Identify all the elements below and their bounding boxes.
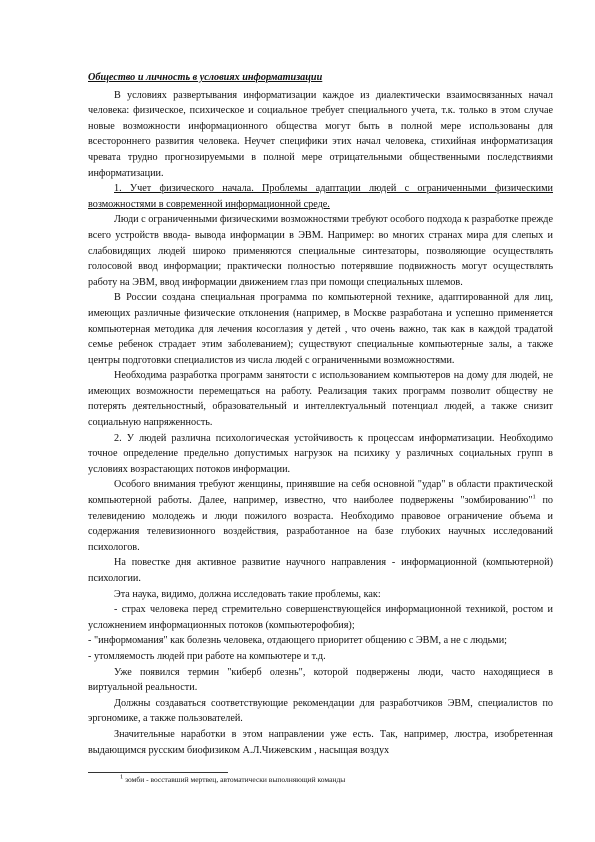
paragraph-recommendations: Должны создаваться соответствующие рекомендации для разработчиков ЭВМ, специалистов по эргономике, а также пользователей. bbox=[88, 697, 553, 725]
footnote-number: 1 bbox=[120, 773, 124, 781]
section-heading-physical: 1. Учет физического начала. Проблемы адаптации людей с ограниченными физическими возможностями в современной информационной среде. bbox=[88, 183, 553, 210]
paragraph-women-text: Особого внимания требуют женщины, принявшие на себя основной "удар" в области практической компьютерной работы. Далее, например, известно, что наиболее подвержены "зомбированию" bbox=[88, 479, 553, 507]
document-title: Общество и личность в условиях информатизации bbox=[88, 72, 323, 83]
footnote bbox=[120, 775, 345, 784]
paragraph-cybersickness: Уже появился термин "киберб олезнь", которой подвержены люди, часто находящиеся в виртуальной реальности. bbox=[88, 666, 553, 694]
section-heading-psychological: 2. У людей различна психологическая устойчивость к процессам информатизации. Необходимо точное определение предельно допустимых нагрузок на психику у различных социальных групп в условиях возрастающих потоков информации. bbox=[88, 432, 553, 475]
document-page bbox=[88, 70, 553, 758]
list-item-fatigue: - утомляемость людей при работе на компьютере и т.д. bbox=[88, 650, 326, 662]
paragraph-women bbox=[88, 477, 553, 555]
footnote-divider bbox=[88, 772, 228, 773]
paragraph-developments: Значительные наработки в этом направлении уже есть. Так, например, люстра, изобретенная выдающимся русским биофизиком А.Л.Чижевским , насыщая воздух bbox=[88, 728, 553, 756]
paragraph-problems-intro: Эта наука, видимо, должна исследовать такие проблемы, как: bbox=[114, 588, 381, 600]
paragraph-russia-program: В России создана специальная программа по компьютерной технике, адаптированной для лиц, имеющих различные физические отклонения (например, в Москве разработана и успешно применяется компьютерная методика для лечения косоглазия у детей , что очень важно, так как в каждой традатой семье ребенок страдает этим заболеванием); существуют специальные компьютерные залы, а также центры подготовки специалистов из числа людей с ограниченными возможностями. bbox=[88, 292, 553, 366]
footnote-text: зомби - восставший мертвец, автоматически выполняющий команды bbox=[125, 775, 346, 784]
paragraph-agenda: На повестке дня активное развитие научного направления - информационной (компьютерной) психологии. bbox=[88, 557, 553, 584]
paragraph-women-text-cont: по телевидению молодежь и люди пожилого возраста. Необходимо правовое ограничение объема и содержания телевизионного воздействия, разработанное на базе глубоких научных исследований психологов. bbox=[88, 495, 554, 553]
paragraph-intro: В условиях развертывания информатизации каждое из диалектически взаимосвязанных начал человека: физическое, психическое и социальное требует специального учета, т.к. только в этом случае новые возможности информационного общества могут быть в полной мере использованы для всестороннего развития человека. Неучет специфики этих начал человека, стихийная информатизация чревата трудно прогнозируемыми в полной мере отрицательными общественными последствиями информатизации. bbox=[88, 89, 553, 179]
paragraph-input-devices: Люди с ограниченными физическими возможностями требуют особого подхода к разработке прежде всего устройств ввода- вывода информации в ЭВМ. Например: во многих странах мира для слепых и слабовидящих людей широко применяются специальные синтезаторы, позволяющие осуществлять голосовой ввод информации; практически полностью потерявшие подвижность могут осуществлять работу на ЭВМ, ввод информации движением глаз при помощи специальных шлемов. bbox=[88, 214, 553, 288]
footnote-ref: 1 bbox=[532, 493, 536, 501]
paragraph-employment: Необходима разработка программ занятости с использованием компьютеров на дому для людей, не имеющих возможности перемещаться на работу. Реализация таких программ позволит обществу не потерять деятельностный, образовательный и интеллектуальный потенциал людей, а также снизит социальную напряженность. bbox=[88, 370, 553, 429]
list-item-fear: - страх человека перед стремительно совершенствующейся информационной техникой, ростом и усложнением информационных потоков (компьютерофобия); bbox=[88, 604, 553, 631]
list-item-infomania: - "информомания" как болезнь человека, отдающего приоритет общению с ЭВМ, а не с людьми; bbox=[88, 635, 508, 647]
